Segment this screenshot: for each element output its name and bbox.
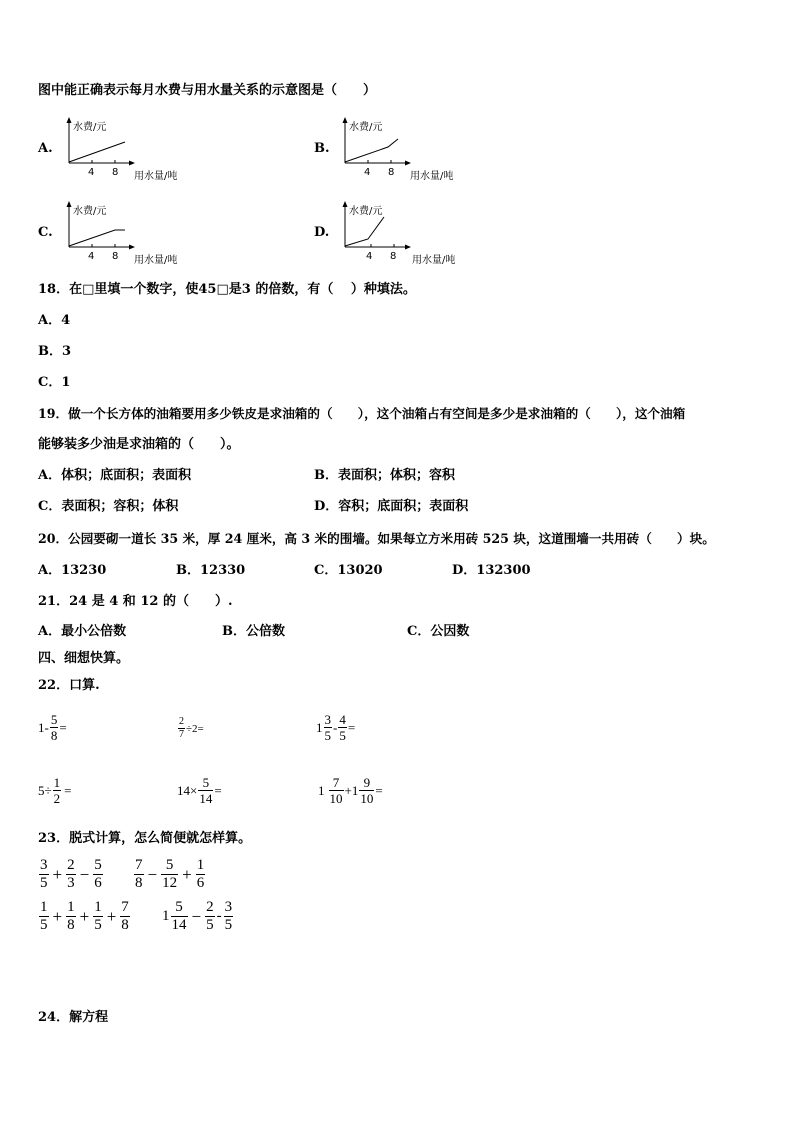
graph-c-tick-4: 4 — [88, 251, 95, 262]
graph-b-tick-4: 4 — [364, 167, 371, 178]
option-b-letter: B. — [314, 141, 330, 156]
q23-expr-3: $\frac{1}{5}$ + $\frac{1}{8}$ + $\frac{1}{5}$ + $\frac{7}{8}$ — [40, 899, 129, 933]
option-d-letter: D. — [314, 225, 330, 240]
q18-option-a: A．4 — [38, 313, 71, 328]
option-c-letter: C. — [38, 225, 53, 240]
q18-option-b: B．3 — [38, 344, 72, 359]
q19-option-a: A．体积；底面积；表面积 — [38, 468, 192, 483]
q23-expr-4: 1 $\frac{5}{14}$ − $\frac{2}{5}$ - $\frac{3}{5}$ — [162, 899, 233, 933]
graph-a-line — [69, 142, 125, 162]
question-19-stem-line1: 19．做一个长方体的油箱要用多少铁皮是求油箱的（ ），这个油箱占有空间是多少是求油箱的（ ），这个油箱 — [38, 406, 686, 421]
graph-a-xlabel: 用水量/吨 — [134, 171, 178, 182]
q19-option-d: D．容积；底面积；表面积 — [314, 499, 469, 514]
question-18-stem: 18．在□里填一个数字，使45□是3 的倍数，有（ ）种填法。 — [38, 282, 416, 297]
q22-expr-5: 14 × $\frac{5}{14}$ = — [177, 775, 222, 806]
question-17-stem: 图中能正确表示每月水费与用水量关系的示意图是（ ） — [38, 83, 377, 98]
q22-expr-1: 1 - $\frac{5}{8}$ = — [38, 712, 67, 743]
question-20-stem: 20．公园要砌一道长 35 米，厚 24 厘米，高 3 米的围墙。如果每立方米用砖 525 块，这道围墙一共用砖（ ）块。 — [38, 531, 715, 546]
q22-expr-3: 1 $\frac{3}{5}$ - $\frac{4}{5}$ = — [316, 712, 356, 743]
q23-expr-2: $\frac{7}{8}$ − $\frac{5}{12}$ + $\frac{1}{6}$ — [135, 857, 205, 891]
q18-option-c: C．1 — [38, 375, 71, 390]
graph-c-tick-8: 8 — [112, 251, 119, 262]
question-21-stem: 21．24 是 4 和 12 的（ ）. — [38, 594, 233, 609]
q20-option-d: D．132300 — [452, 563, 531, 578]
graph-d-line — [345, 217, 384, 246]
graph-b-tick-8: 8 — [388, 167, 395, 178]
question-24-stem: 24．解方程 — [38, 1010, 109, 1025]
q21-option-b: B．公倍数 — [222, 624, 285, 639]
graph-c-xlabel: 用水量/吨 — [134, 255, 178, 266]
q20-option-c: C．13020 — [314, 563, 383, 578]
option-a-letter: A. — [38, 141, 53, 156]
q22-expr-4: 5 ÷ $\frac{1}{2}$ = — [38, 775, 72, 806]
graph-d-xlabel: 用水量/吨 — [412, 255, 456, 266]
q19-option-b: B．表面积；体积；容积 — [314, 468, 455, 483]
graph-c-line — [69, 230, 125, 246]
q22-expr-2: $\frac{2}{7}$ ÷ 2 = — [179, 716, 204, 740]
question-19-stem-line2: 能够装多少油是求油箱的（ ）。 — [38, 437, 240, 452]
graph-a-tick-8: 8 — [112, 167, 119, 178]
graph-d-tick-8: 8 — [390, 251, 397, 262]
graph-d-ylabel: 水费/元 — [349, 206, 383, 217]
q20-option-a: A．13230 — [38, 563, 107, 578]
section-4-heading: 四、细想快算。 — [38, 651, 130, 666]
graph-c-ylabel: 水费/元 — [73, 206, 107, 217]
q19-option-c: C．表面积；容积；体积 — [38, 499, 179, 514]
q22-expr-6: 1 $\frac{7}{10}$ + 1 $\frac{9}{10}$ = — [318, 775, 383, 806]
graph-d-tick-4: 4 — [366, 251, 373, 262]
q20-option-b: B．12330 — [176, 563, 246, 578]
graph-a-ylabel: 水费/元 — [73, 122, 107, 133]
question-23-stem: 23．脱式计算，怎么简便就怎样算。 — [38, 831, 252, 846]
q23-expr-1: $\frac{3}{5}$ + $\frac{2}{3}$ − $\frac{5}{6}$ — [40, 857, 102, 891]
graph-b-line — [345, 139, 398, 162]
question-22-stem: 22．口算. — [38, 678, 100, 693]
graph-a-tick-4: 4 — [88, 167, 95, 178]
graph-b-xlabel: 用水量/吨 — [410, 171, 454, 182]
q21-option-c: C．公因数 — [407, 624, 470, 639]
graph-b-ylabel: 水费/元 — [349, 122, 383, 133]
q21-option-a: A．最小公倍数 — [38, 624, 127, 639]
